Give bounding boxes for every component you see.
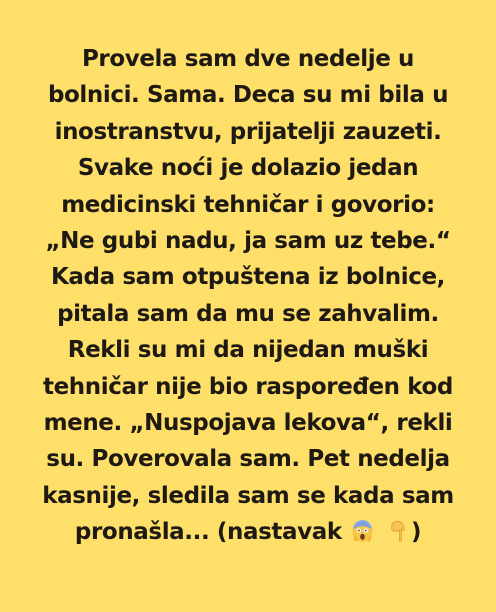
post-text-line: Rekli su mi da nijedan muški bbox=[67, 337, 429, 364]
post-text-line: medicinski tehničar i govorio: bbox=[61, 191, 435, 218]
post-text-line: Provela sam dve nedelje u bbox=[81, 46, 415, 72]
post-text-line: Kada sam otpuštena iz bolnice, bbox=[51, 264, 445, 291]
post-text-line: kasnije, sledila sam se kada sam bbox=[42, 482, 454, 509]
face-screaming-in-fear-icon bbox=[351, 518, 374, 541]
post-text-line: „Ne gubi nadu, ja sam uz tebe.“ bbox=[45, 228, 451, 255]
post-text-line: mene. „Nuspojava lekova“, rekli bbox=[43, 410, 453, 437]
post-text-line: inostranstvu, prijatelji zauzeti. bbox=[54, 118, 442, 145]
post-text-closing-paren: ) bbox=[410, 519, 422, 546]
backhand-index-pointing-down-icon bbox=[386, 518, 409, 541]
post-text-line: su. Poverovala sam. Pet nedelja bbox=[46, 446, 450, 473]
post-text-line: pitala sam da mu se zahvalim. bbox=[57, 300, 439, 327]
post-text-line: bolnici. Sama. Deca su mi bila u bbox=[47, 82, 449, 109]
post-text bbox=[18, 41, 478, 551]
post-text-line-end: pronašla... (nastavak bbox=[74, 519, 342, 546]
post-text-line: tehničar nije bio raspoređen kod bbox=[43, 373, 453, 400]
post-text-last-line bbox=[18, 514, 478, 550]
post-text-line: Svake noći je dolazio jedan bbox=[77, 155, 419, 182]
